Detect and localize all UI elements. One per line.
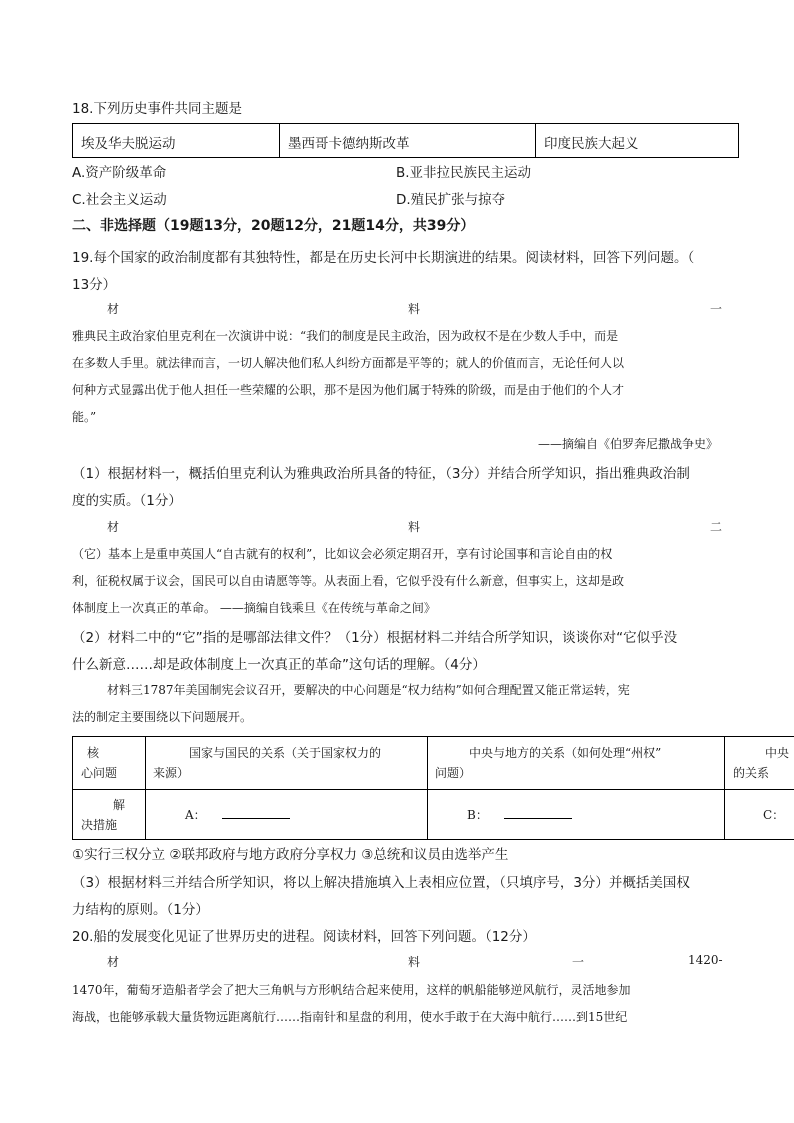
q20-m1-label-char-1: 材 xyxy=(107,955,120,969)
q19-intro-line-2: 13分） xyxy=(72,277,117,293)
m2-line-2: 利，征税权属于议会，国民可以自由请愿等等。从表面上看，它似乎没有什么新意，但事实上，这却是政 xyxy=(72,574,625,588)
m2-label-char-3: 二 xyxy=(710,520,723,534)
fill-label-a: A： xyxy=(185,808,206,822)
m2-label-char-2: 料 xyxy=(408,520,421,534)
row-measures-b: 决措施 xyxy=(81,818,118,832)
q20-m1-line-1: 1470年，葡萄牙造船者学会了把大三角帆与方形帆结合起来使用，这样的帆船能够逆风航行，灵活地参加 xyxy=(72,983,631,997)
q19-part1-line-2: 度的实质。（1分） xyxy=(72,493,182,509)
q18-events-table xyxy=(72,123,739,158)
m2-label-char-1: 材 xyxy=(107,520,120,534)
q19-part1-line-1: （1）根据材料一，概括伯里克利认为雅典政治所具备的特征，（3分）并结合所学知识，指出雅典政治制 xyxy=(72,466,690,482)
header-core-issue-b: 心问题 xyxy=(81,766,118,780)
q19-part2-line-2: 什么新意……却是政体制度上一次真正的革命”这句话的理解。（4分） xyxy=(72,657,486,673)
m1-line-2: 在多数人手里。就法律而言，一切人解决他们私人纠纷方面都是平等的；就人的价值而言，无论任何人以 xyxy=(72,356,625,370)
header-central-local-a: 中央与地方的关系（如何处理“州权” xyxy=(469,746,662,760)
q19-part3-line-2: 力结构的原则。（1分） xyxy=(72,902,209,918)
q18-cell-3: 印度民族大起义 xyxy=(544,136,639,152)
m1-source: ——摘编自《伯罗奔尼撒战争史》 xyxy=(538,437,719,451)
m1-label-char-2: 料 xyxy=(408,302,421,316)
m1-line-3: 何种方式显露出优于他人担任一些荣耀的公职，那不是因为他们属于特殊的阶级，而是由于他们的个人才 xyxy=(72,383,625,397)
header-state-citizen-a: 国家与国民的关系（关于国家权力的 xyxy=(189,746,382,760)
power-structure-table xyxy=(72,736,794,840)
q20-m1-label-char-3: 一 xyxy=(572,955,585,969)
m2-line-1: （它）基本上是重申英国人“自古就有的权利”，比如议会必须定期召开，享有讨论国事和言论自由的权 xyxy=(72,547,613,561)
fill-label-b: B： xyxy=(467,808,488,822)
header-state-citizen-b: 来源） xyxy=(153,766,190,780)
header-third-b: 的关系 xyxy=(733,766,770,780)
measures-list: ①实行三权分立 ②联邦政府与地方政府分享权力 ③总统和议员由选举产生 xyxy=(72,847,509,863)
m1-label-char-3: 一 xyxy=(710,302,723,316)
fill-blank-b[interactable] xyxy=(467,805,572,825)
q19-part2-line-1: （2）材料二中的“它”指的是哪部法律文件？（1分）根据材料二并结合所学知识，谈谈你对“它似乎没 xyxy=(72,630,678,646)
m3-line-1: 材料三1787年美国制宪会议召开，要解决的中心问题是“权力结构”如何合理配置又能正常运转，宪 xyxy=(107,683,630,697)
header-central-local-b: 问题） xyxy=(435,766,472,780)
section-heading: 二、非选择题（19题13分，20题12分，21题14分，共39分） xyxy=(72,218,475,234)
fill-blank-a[interactable] xyxy=(185,805,290,825)
fill-blank-c[interactable] xyxy=(763,805,794,825)
q18-stem: 18.下列历史事件共同主题是 xyxy=(72,101,242,117)
q18-option-c: C.社会主义运动 xyxy=(72,192,167,208)
m1-line-4: 能。” xyxy=(72,410,97,424)
header-core-issue-a: 核 xyxy=(87,746,100,760)
q18-cell-2: 墨西哥卡德纳斯改革 xyxy=(280,124,536,157)
fill-label-c: C： xyxy=(763,808,785,822)
q19-part3-line-1: （3）根据材料三并结合所学知识，将以上解决措施填入上表相应位置，（只填序号，3分）并概括美国权 xyxy=(72,875,690,891)
q18-cell-1: 埃及华夫脱运动 xyxy=(73,124,280,157)
q20-m1-label-char-2: 料 xyxy=(408,955,421,969)
q19-intro-line-1: 19.每个国家的政治制度都有其独特性，都是在历史长河中长期演进的结果。阅读材料，回答下列问题。（ xyxy=(72,250,695,266)
table-measures-row xyxy=(73,789,794,840)
table-header-row xyxy=(73,737,794,790)
q20-m1-label-year: 1420- xyxy=(688,953,723,967)
m2-line-3: 体制度上一次真正的革命。 ——摘编自钱乘旦《在传统与革命之间》 xyxy=(72,601,436,615)
q20-m1-line-2: 海战，也能够承载大量货物远距离航行……指南针和星盘的利用，使水手敢于在大海中航行……到15世纪 xyxy=(72,1010,628,1024)
m3-line-2: 法的制定主要围绕以下问题展开。 xyxy=(72,710,253,724)
row-measures-a: 解 xyxy=(113,798,126,812)
m1-label-char-1: 材 xyxy=(107,302,120,316)
q18-option-a: A.资产阶级革命 xyxy=(72,165,167,181)
q18-option-b: B.亚非拉民族民主运动 xyxy=(396,165,532,181)
q20-intro: 20.船的发展变化见证了世界历史的进程。阅读材料，回答下列问题。（12分） xyxy=(72,929,536,945)
m1-line-1: 雅典民主政治家伯里克利在一次演讲中说：“我们的制度是民主政治，因为政权不是在少数人手中，而是 xyxy=(72,329,619,343)
q18-option-d: D.殖民扩张与掠夺 xyxy=(396,192,506,208)
header-third-a: 中央 xyxy=(765,746,790,760)
